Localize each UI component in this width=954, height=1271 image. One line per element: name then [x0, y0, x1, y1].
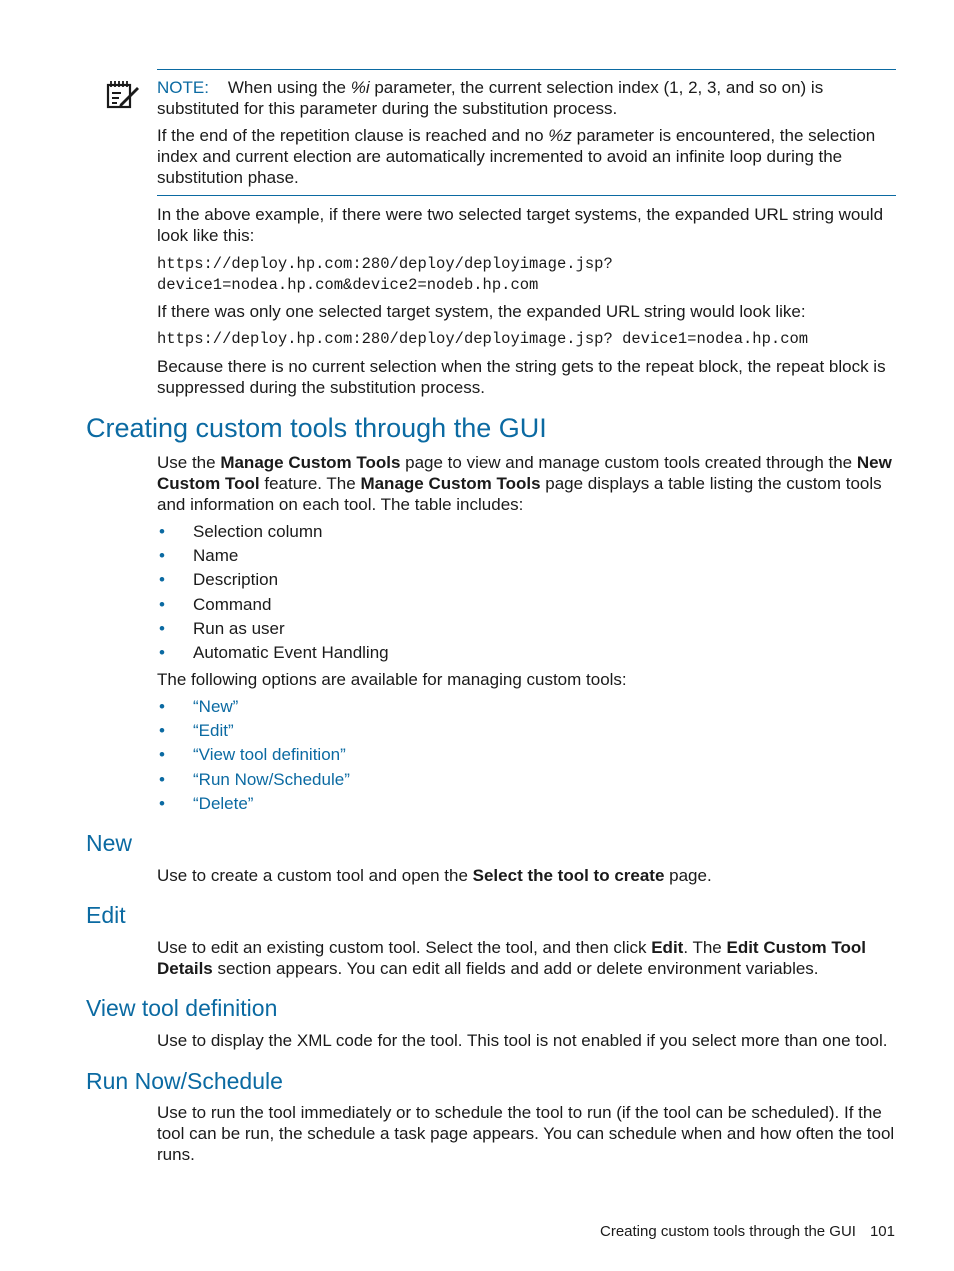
note-param: %z	[548, 126, 572, 145]
bullet-icon: •	[159, 546, 165, 566]
option-link-new[interactable]	[157, 696, 857, 720]
note-text: If the end of the repetition clause is reached and no	[157, 126, 549, 145]
page-footer	[600, 1222, 895, 1242]
code-example-2: https://deploy.hp.com:280/deploy/deployimage.jsp? device1=nodea.hp.com	[157, 330, 809, 348]
run-paragraph: Use to run the tool immediately or to schedule the tool to run (if the tool can be scheduled). If the tool can be run, the schedule a task page appears. You can schedule when and how often the tool runs.	[157, 1103, 895, 1164]
list-item-label: Command	[193, 594, 272, 614]
text: Use to edit an existing custom tool. Select the tool, and then click	[157, 938, 652, 957]
note-text: When using the	[227, 78, 351, 97]
footer-title: Creating custom tools through the GUI	[600, 1223, 856, 1240]
options-intro: The following options are available for managing custom tools:	[157, 670, 627, 689]
ui-term: Edit	[651, 938, 684, 957]
text: . The	[683, 938, 727, 957]
note-pencil-icon	[106, 80, 140, 110]
bullet-icon: •	[159, 697, 165, 716]
section-paragraph	[157, 452, 897, 515]
note-paragraph-1	[157, 77, 897, 119]
bullet-icon: •	[159, 642, 165, 662]
ui-term: Manage Custom Tools	[360, 474, 541, 493]
list-item	[157, 618, 857, 642]
section-heading: Creating custom tools through the GUI	[86, 413, 547, 443]
text: feature. The	[259, 474, 361, 493]
list-item-label: Description	[193, 570, 279, 590]
bullet-icon: •	[159, 618, 165, 638]
note-top-rule	[157, 69, 896, 70]
bullet-icon: •	[159, 522, 165, 541]
subheading-new: New	[86, 830, 133, 856]
intro-paragraph-2: If there was only one selected target system, the expanded URL string would look like:	[157, 302, 806, 321]
list-item-label: Run as user	[193, 618, 285, 638]
subheading-run-now-schedule: Run Now/Schedule	[86, 1068, 283, 1094]
list-item	[157, 521, 857, 545]
subheading-edit: Edit	[86, 902, 126, 928]
option-link-run-now-schedule[interactable]	[157, 769, 857, 793]
text: section appears. You can edit all fields and add or delete environment variables.	[212, 959, 819, 978]
text: page displays a table listing the custom tools and information on each tool. The table includes:	[157, 474, 882, 514]
link-text[interactable]: “Edit”	[193, 721, 234, 741]
code-example-1	[157, 254, 897, 296]
subheading-view-tool-definition: View tool definition	[86, 995, 278, 1021]
list-item-label: Automatic Event Handling	[193, 642, 389, 662]
code-line: https://deploy.hp.com:280/deploy/deployimage.jsp?	[157, 255, 613, 273]
bullet-icon: •	[159, 793, 165, 813]
note-text: parameter, the current selection index (1, 2, 3, and so on) is substituted for this parameter during the substitution process.	[157, 78, 824, 118]
text: Use to create a custom tool and open the	[157, 866, 473, 885]
note-param: %i	[350, 78, 370, 97]
ui-term: Manage Custom Tools	[220, 453, 401, 472]
link-text[interactable]: “New”	[193, 697, 239, 716]
intro-paragraph-1: In the above example, if there were two selected target systems, the expanded URL string would look like this:	[157, 205, 884, 245]
note-text: parameter is encountered, the selection index and current election are automatically incremented to avoid an infinite loop during the substitution phase.	[157, 126, 876, 187]
ui-term: Edit Custom Tool Details	[157, 938, 866, 978]
link-text[interactable]: “Delete”	[193, 793, 254, 813]
bullet-icon: •	[159, 570, 165, 590]
option-link-edit[interactable]	[157, 720, 857, 744]
text: Use the	[157, 453, 221, 472]
text: page.	[664, 866, 712, 885]
ui-term: New Custom Tool	[157, 453, 892, 493]
bullet-icon: •	[159, 721, 165, 741]
note-paragraph-2	[157, 125, 897, 188]
edit-paragraph	[157, 937, 897, 979]
ui-term: Select the tool to create	[472, 866, 665, 885]
bullet-icon: •	[159, 594, 165, 614]
text: page to view and manage custom tools created through the	[400, 453, 857, 472]
list-item	[157, 545, 857, 569]
list-item	[157, 569, 857, 593]
list-item-label: Selection column	[193, 522, 323, 541]
intro-paragraph-3: Because there is no current selection when the string gets to the repeat block, the repeat block is suppressed during the substitution process.	[157, 357, 886, 397]
bullet-icon: •	[159, 745, 165, 765]
table-columns-list	[157, 521, 857, 666]
option-link-view-tool-definition[interactable]	[157, 744, 857, 768]
list-item-label: Name	[193, 546, 239, 566]
note-label: NOTE:	[157, 78, 209, 97]
bullet-icon: •	[159, 769, 165, 789]
list-item	[157, 594, 857, 618]
note-bottom-rule	[157, 195, 896, 196]
view-paragraph: Use to display the XML code for the tool. This tool is not enabled if you select more than one tool.	[157, 1031, 888, 1050]
option-link-delete[interactable]	[157, 793, 857, 817]
link-text[interactable]: “View tool definition”	[193, 745, 346, 765]
link-text[interactable]: “Run Now/Schedule”	[193, 769, 350, 789]
options-list	[157, 696, 857, 817]
code-line: device1=nodea.hp.com&device2=nodeb.hp.com	[157, 276, 539, 294]
page-number: 101	[869, 1223, 895, 1240]
new-paragraph	[157, 865, 897, 886]
list-item	[157, 642, 857, 666]
